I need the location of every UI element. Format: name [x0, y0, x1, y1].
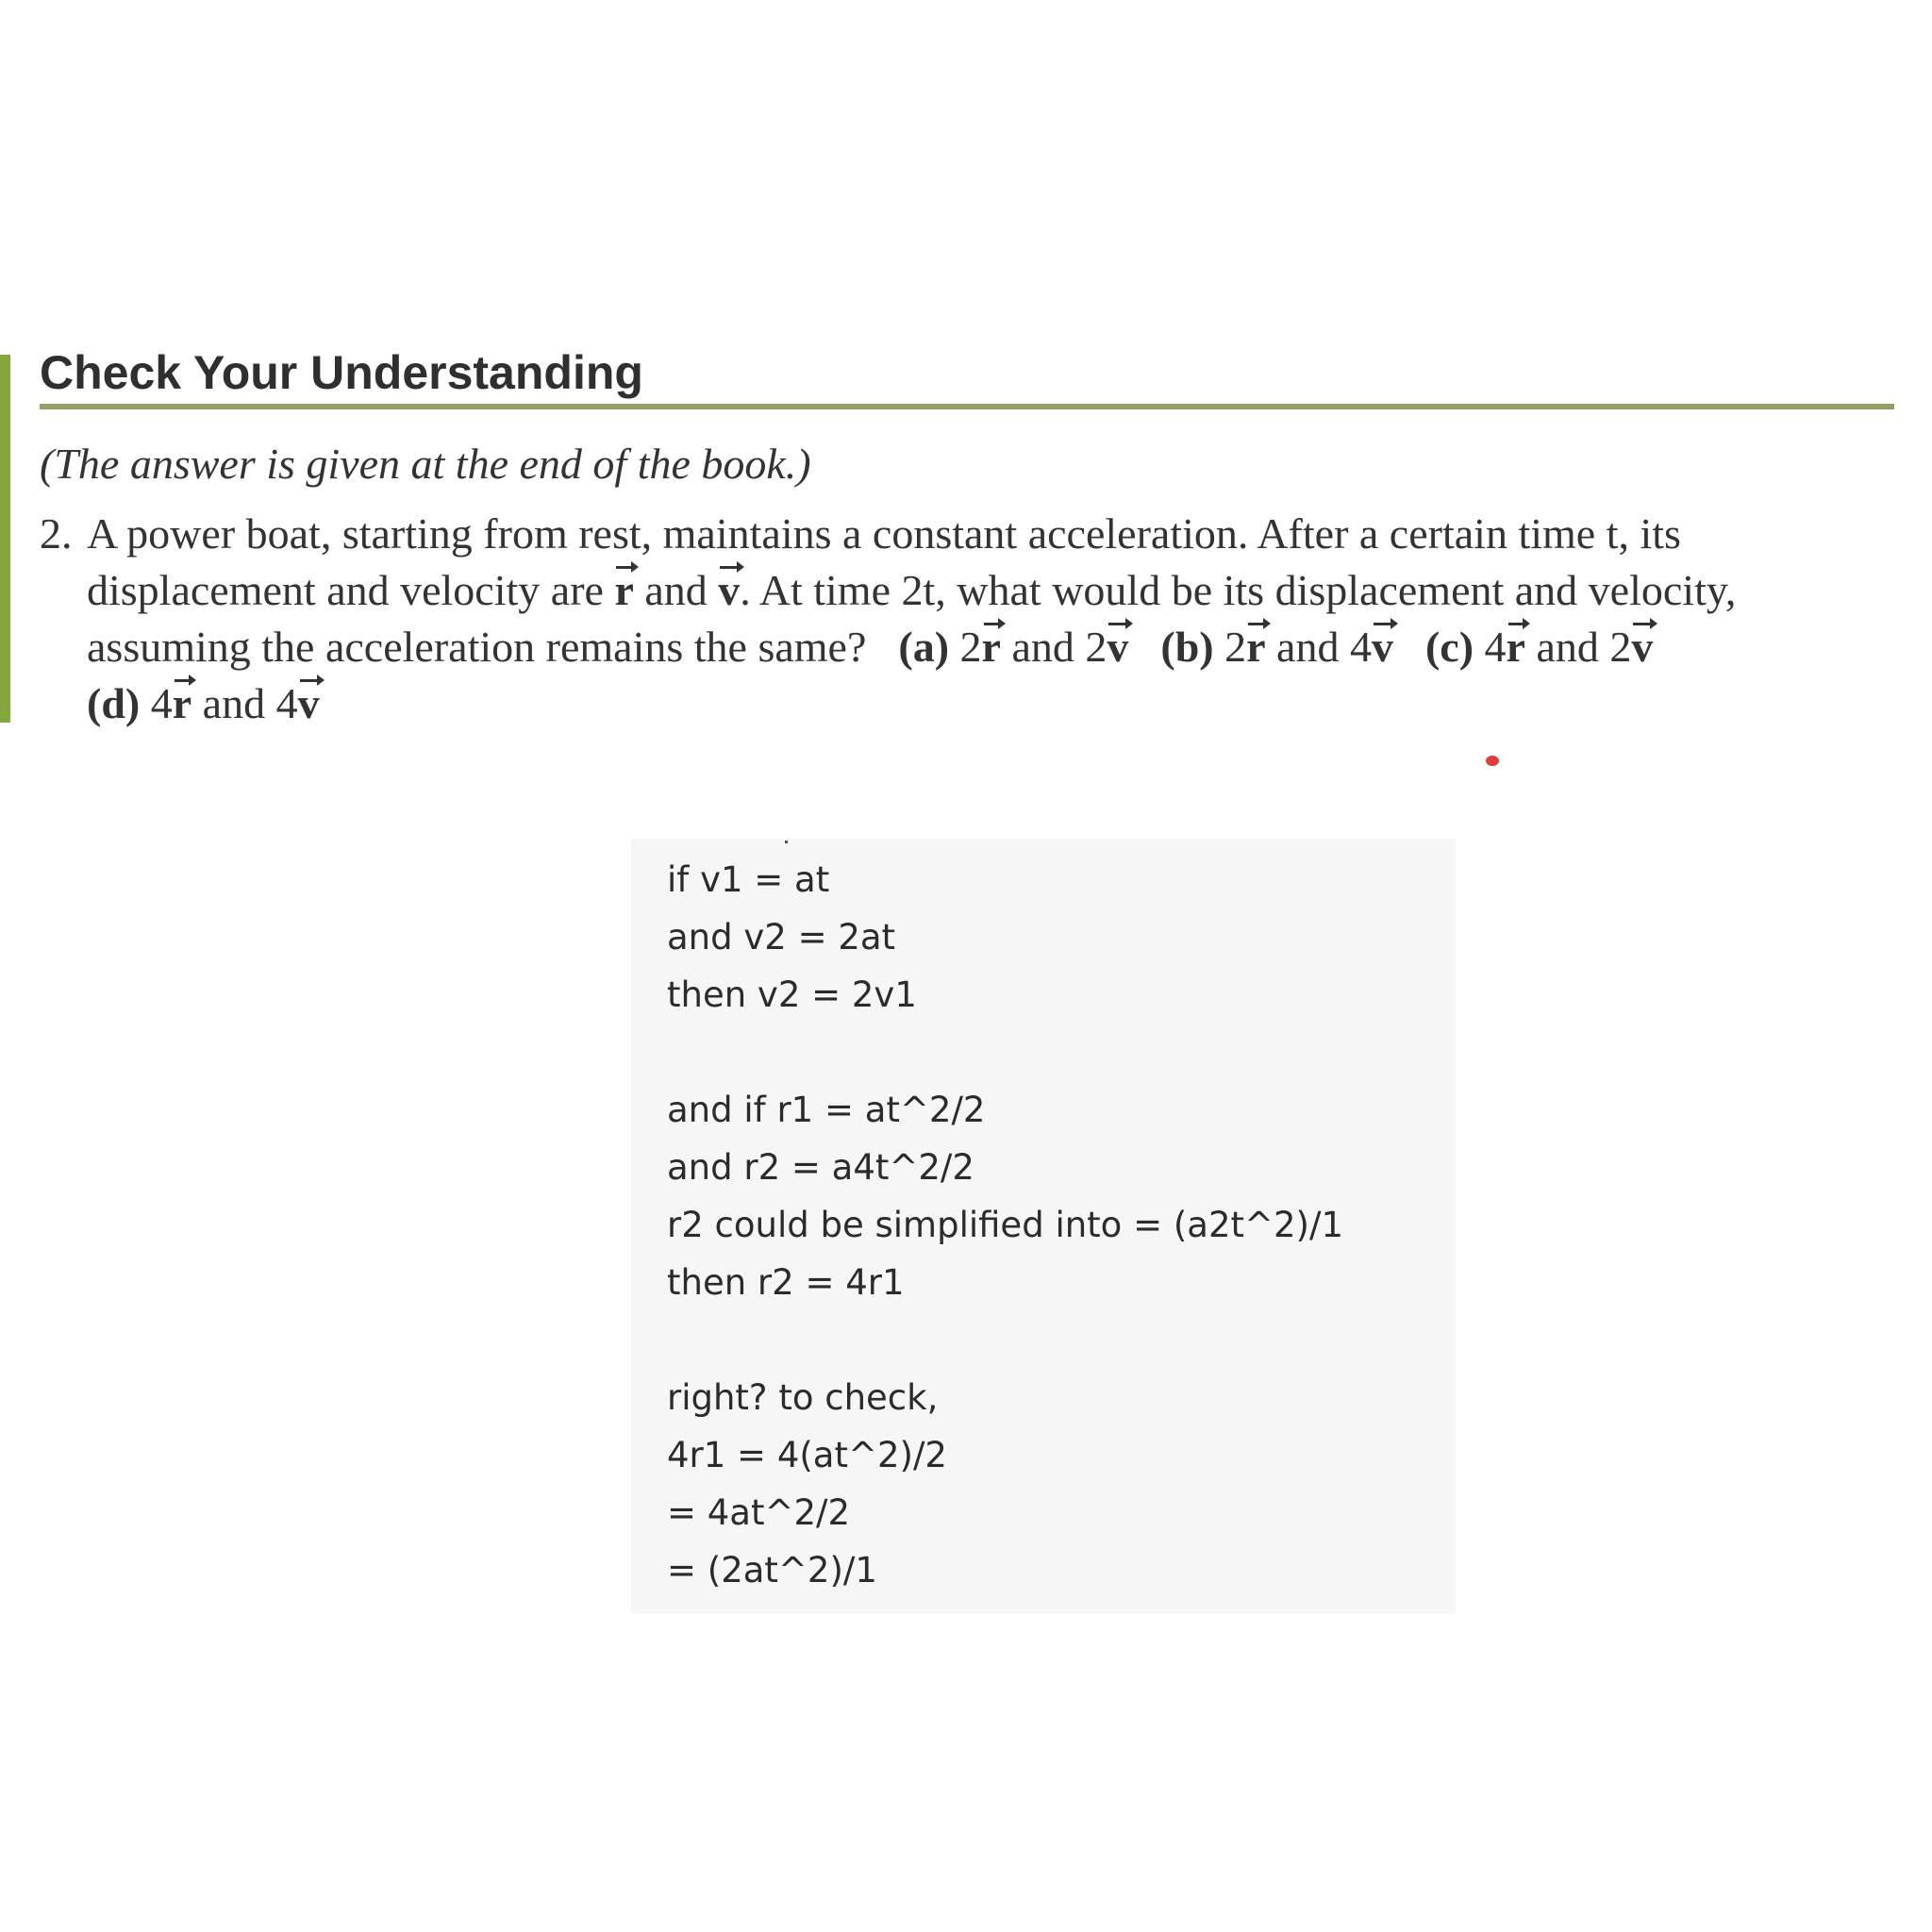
vector-r: r: [982, 619, 1001, 675]
option-a-and: and: [1011, 623, 1074, 671]
note-line: and r2 = a4t^2/2: [667, 1147, 974, 1188]
note-line: = (2at^2)/1: [667, 1550, 877, 1591]
option-b-coef-1: 2: [1224, 623, 1247, 671]
note-line: if v1 = at: [667, 859, 830, 900]
answer-note-box: [631, 839, 1456, 1614]
question-text-line-3: assuming the acceleration remains the same?: [87, 623, 867, 671]
option-c: [1425, 623, 1653, 671]
option-b-coef-2: 4: [1349, 623, 1372, 671]
note-line: and if r1 = at^2/2: [667, 1090, 986, 1130]
vector-r: r: [614, 562, 633, 619]
note-line: and v2 = 2at: [667, 917, 896, 958]
vector-v: v: [718, 562, 740, 619]
heading-divider: [40, 404, 1894, 409]
question-line-2: [40, 562, 1898, 619]
option-c-coef-1: 4: [1484, 623, 1507, 671]
option-b-and: and: [1276, 623, 1340, 671]
question-number: 2.: [40, 509, 73, 558]
option-d-coef-1: 4: [150, 679, 173, 727]
option-a-coef-1: 2: [959, 623, 982, 671]
section-accent-bar: [0, 355, 10, 723]
option-a-coef-2: 2: [1085, 623, 1108, 671]
question-text-line-2a: displacement and velocity are: [87, 566, 615, 614]
question-text-line-1: A power boat, starting from rest, maintains a constant acceleration. After a certain time t, its: [87, 509, 1681, 558]
vector-v: v: [298, 675, 320, 732]
option-a-letter: (a): [898, 623, 950, 671]
vector-r: r: [1246, 619, 1265, 675]
note-line: then v2 = 2v1: [667, 974, 917, 1015]
answer-note-lines: [667, 851, 1343, 1599]
note-line: 4r1 = 4(at^2)/2: [667, 1435, 947, 1475]
answer-location-note: (The answer is given at the end of the book.): [40, 440, 811, 488]
question-text-line-2c: . At time 2t, what would be its displacement and velocity,: [740, 566, 1737, 614]
note-line: then r2 = 4r1: [667, 1262, 905, 1303]
vector-v: v: [1107, 619, 1128, 675]
red-marker-dot: [1486, 756, 1499, 766]
note-line: r2 could be simplified into = (a2t^2)/1: [667, 1205, 1343, 1245]
option-b-letter: (b): [1160, 623, 1214, 671]
question-text-line-2b: and: [633, 566, 719, 614]
vector-r: r: [1507, 619, 1525, 675]
question-line-4: [40, 675, 1898, 732]
vector-v: v: [1372, 619, 1393, 675]
question-line-3: [40, 619, 1898, 675]
option-c-coef-2: 2: [1609, 623, 1632, 671]
option-d-and: and: [202, 679, 266, 727]
note-line: = 4at^2/2: [667, 1492, 851, 1533]
option-b: [1160, 623, 1393, 671]
note-blank-line: [667, 1311, 1343, 1369]
option-a: [898, 623, 1128, 671]
vector-r: r: [173, 675, 192, 732]
option-d-coef-2: 4: [275, 679, 298, 727]
section-heading: Check Your Understanding: [40, 346, 643, 399]
option-d-letter: (d): [87, 679, 141, 727]
note-line: right? to check,: [667, 1377, 939, 1418]
vector-v: v: [1631, 619, 1653, 675]
option-c-and: and: [1536, 623, 1599, 671]
note-box-mark: [785, 841, 788, 843]
option-c-letter: (c): [1424, 623, 1474, 671]
question-block: [40, 506, 1898, 732]
note-blank-line: [667, 1024, 1343, 1081]
question-line-1: [40, 506, 1898, 562]
